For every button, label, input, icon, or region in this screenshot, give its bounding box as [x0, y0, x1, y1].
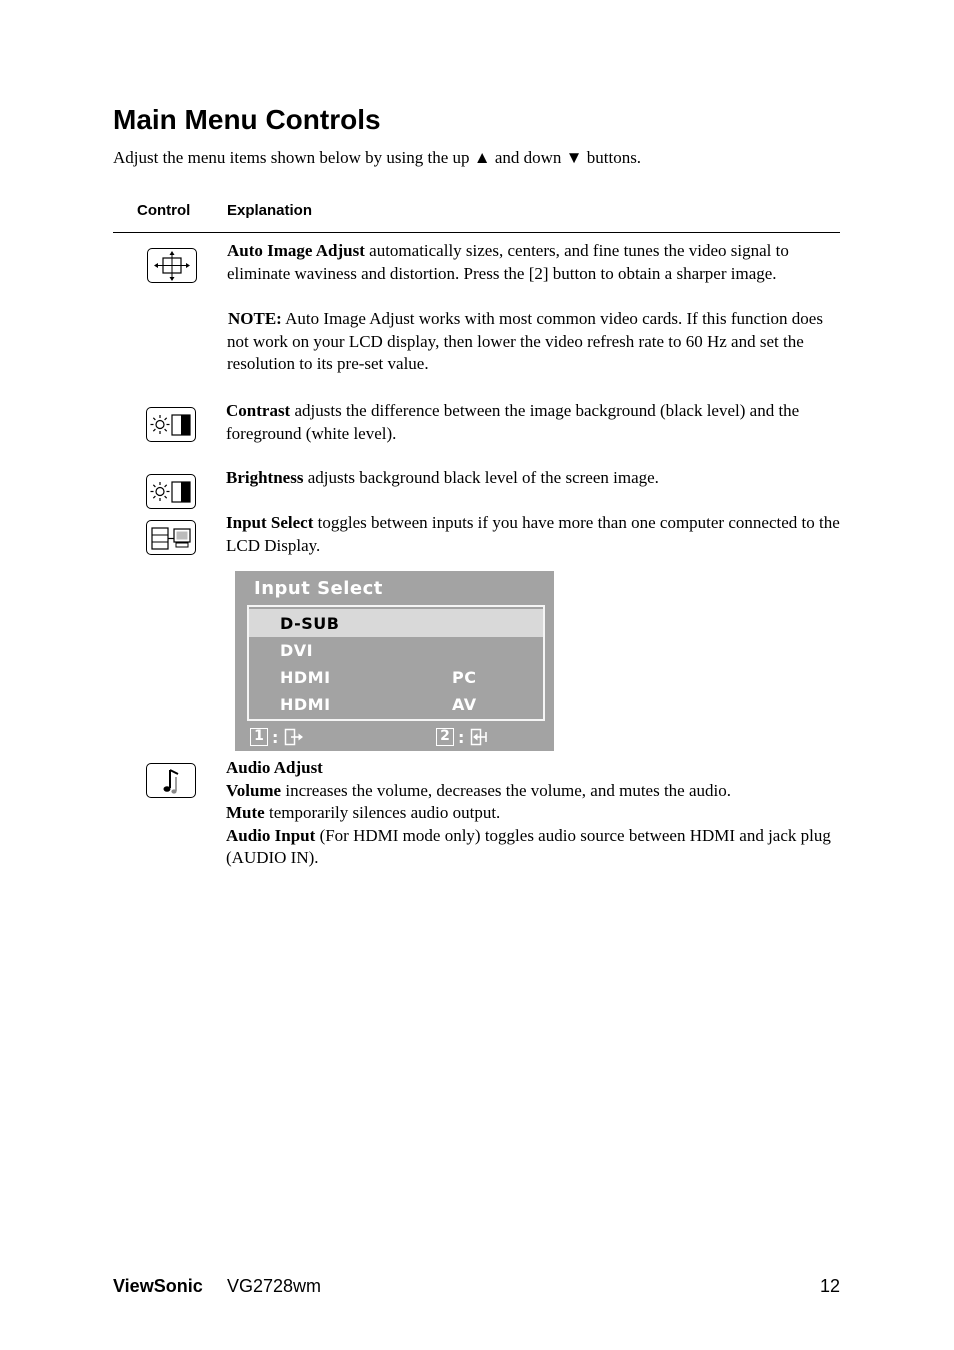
osd-option-hdmi-pc[interactable]	[249, 663, 543, 691]
osd-option-tag: PC	[452, 668, 477, 687]
enter-icon	[470, 728, 490, 747]
osd-colon: :	[458, 728, 465, 747]
header-divider	[113, 232, 840, 233]
osd-key-2: 2	[436, 728, 454, 746]
mute-line	[226, 802, 840, 825]
osd-option-dvi[interactable]	[249, 636, 543, 664]
osd-option-label: D-SUB	[280, 614, 340, 633]
page-number: 12	[820, 1276, 841, 1296]
brand-name: ViewSonic	[113, 1276, 203, 1296]
osd-option-label: DVI	[280, 641, 314, 660]
down-arrow-icon: ▼	[565, 148, 583, 167]
audio-input-line	[226, 825, 840, 870]
term-contrast: Contrast	[226, 401, 291, 420]
footer-brand	[113, 1276, 203, 1297]
input-select-description	[226, 512, 840, 557]
up-arrow-icon: ▲	[473, 148, 491, 167]
desc-text: (For HDMI mode only) toggles audio source between HDMI and jack plug (AUDIO IN).	[226, 825, 831, 867]
term-auto-image-adjust: Auto Image Adjust	[227, 241, 365, 260]
contrast-icon	[146, 407, 196, 442]
audio-adjust-description	[226, 757, 840, 870]
desc-text: adjusts the difference between the image background (black level) and the foreground (white level).	[226, 401, 800, 443]
exit-icon	[284, 728, 304, 747]
term-volume: Volume	[226, 780, 282, 800]
column-header-control: Control	[137, 202, 191, 219]
brightness-description	[226, 467, 840, 490]
term-brightness: Brightness	[226, 468, 304, 487]
intro-part: Adjust the menu items shown below by using the up	[113, 148, 474, 167]
page-title: Main Menu Controls	[113, 104, 381, 135]
desc-text: increases the volume, decreases the volume, and mutes the audio.	[281, 780, 731, 800]
audio-adjust-icon	[146, 763, 196, 798]
term-audio-adjust: Audio Adjust	[226, 758, 323, 777]
osd-option-tag: AV	[452, 695, 477, 714]
osd-option-label: HDMI	[280, 695, 331, 714]
contrast-description	[226, 400, 840, 445]
brightness-icon	[146, 474, 196, 509]
osd-options-list	[247, 605, 545, 721]
term-mute: Mute	[226, 803, 265, 822]
note-label: NOTE:	[228, 309, 282, 328]
osd-key-1: 1	[250, 728, 268, 746]
term-input-select: Input Select	[226, 513, 314, 532]
input-select-icon	[146, 520, 196, 555]
column-header-explanation: Explanation	[227, 202, 313, 219]
auto-image-adjust-note	[227, 308, 839, 376]
intro-part: and down	[490, 148, 566, 167]
osd-option-label: HDMI	[280, 668, 331, 687]
osd-colon: :	[272, 728, 279, 747]
auto-image-adjust-icon	[147, 248, 197, 283]
auto-image-adjust-description	[227, 240, 839, 285]
osd-option-hdmi-av[interactable]	[249, 690, 543, 718]
desc-text: adjusts background black level of the screen image.	[303, 468, 659, 487]
osd-title: Input Select	[254, 578, 383, 599]
audio-adjust-title	[226, 757, 840, 780]
desc-text: automatically sizes, centers, and fine tunes the video signal to eliminate waviness and distortion. Press the [2] button to obtain a sharper image.	[227, 241, 789, 283]
input-select-osd-panel	[235, 571, 554, 751]
term-audio-input: Audio Input	[226, 825, 316, 845]
note-text: Auto Image Adjust works with most common video cards. If this function does not work on your LCD display, then lower the video refresh rate to 60 Hz and set the resolution to its pre-set value.	[227, 309, 823, 373]
intro-part: buttons.	[582, 148, 642, 167]
footer-model: VG2728wm	[227, 1276, 322, 1296]
desc-text: toggles between inputs if you have more than one computer connected to the LCD Display.	[226, 513, 840, 555]
desc-text: temporarily silences audio output.	[264, 803, 501, 822]
osd-option-dsub[interactable]	[249, 609, 543, 637]
volume-line	[226, 780, 840, 803]
intro-text	[113, 148, 641, 168]
